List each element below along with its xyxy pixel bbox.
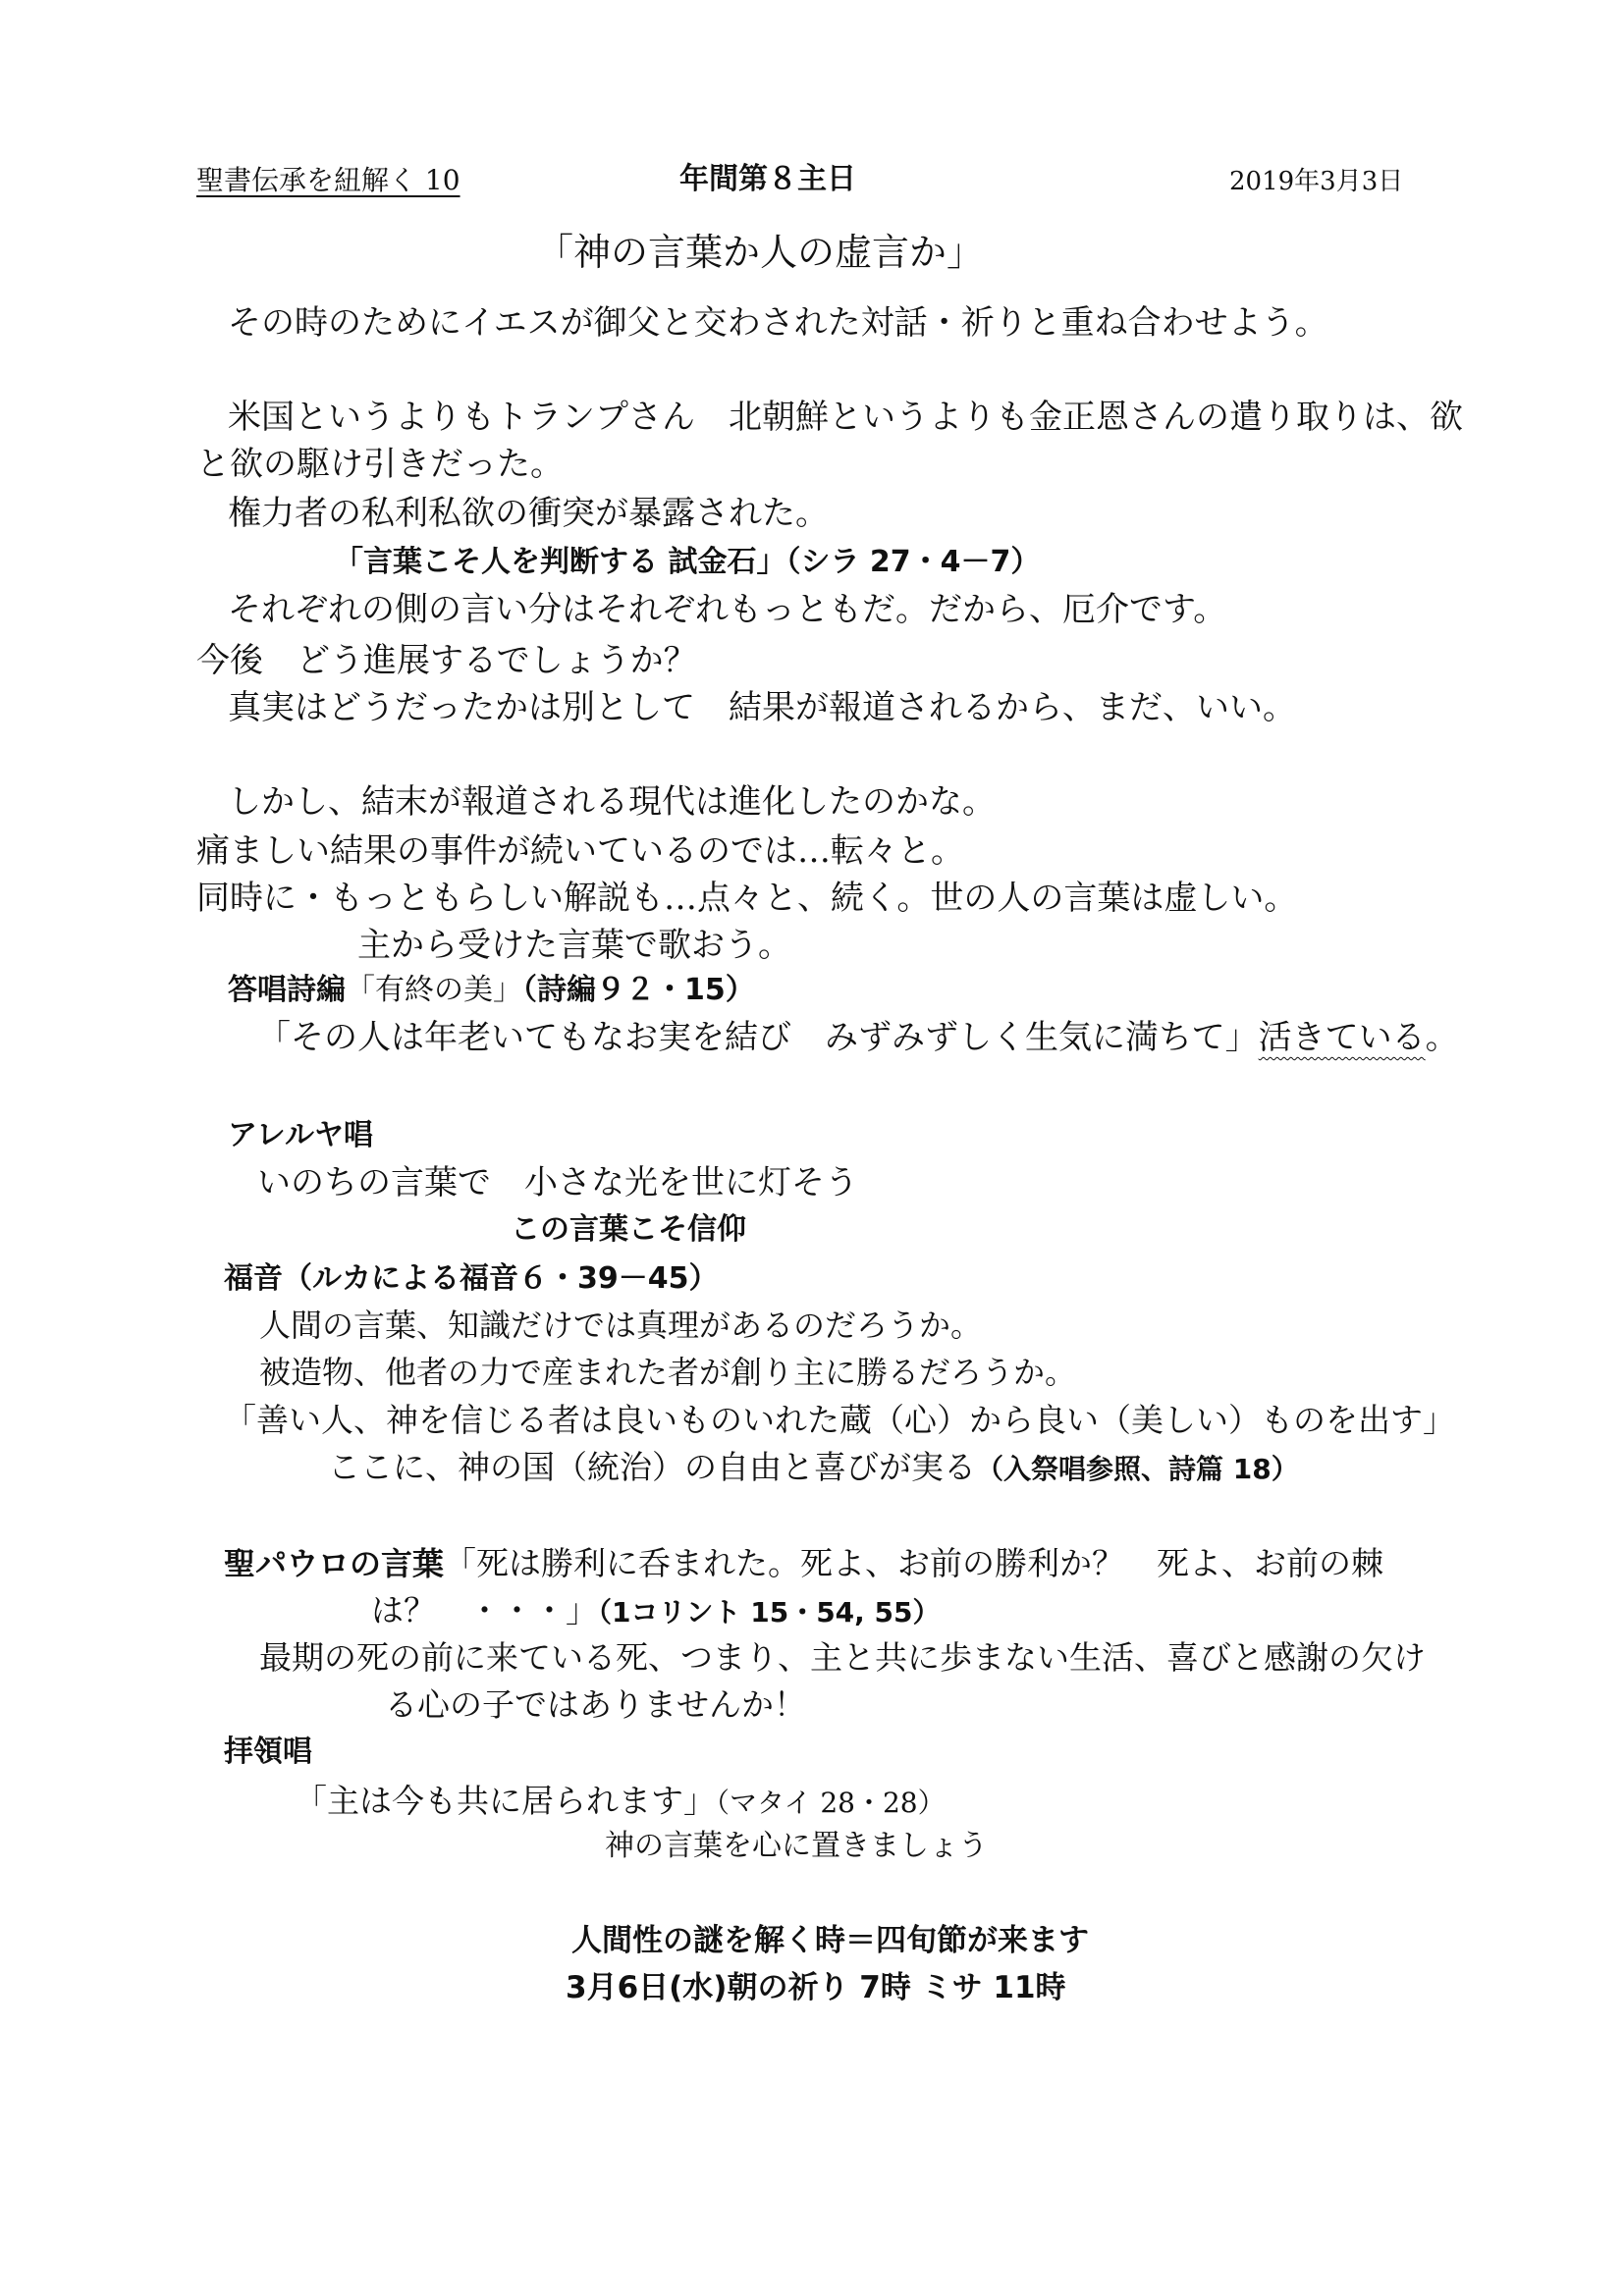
psalm-heading (228, 973, 755, 1007)
communion-quote-line (295, 1782, 946, 1820)
paul-line-3: 最期の死の前に来ている死、つまり、主と共に歩まない生活、喜びと感謝の欠け (259, 1638, 1426, 1677)
psalm-quote-line (257, 1018, 1459, 1057)
paul-line-1-text: 「死は勝利に呑まれた。死よ、お前の勝利か？ 死よ、お前の棘 (444, 1544, 1384, 1582)
p2-line-2: 今後 どう進展するでしょうか？ (196, 641, 697, 680)
p3-line-4: 主から受けた言葉で歌おう。 (357, 926, 791, 965)
gospel-line-4 (328, 1448, 1299, 1486)
series-title: 聖書伝承を紐解く 10 (196, 164, 460, 196)
announcement-line-1: 人間性の謎を解く時＝四旬節が来ます (571, 1923, 1089, 1958)
p1-line-2: と欲の駆け引きだった。 (196, 445, 564, 484)
alleluia-line: いのちの言葉で 小さな光を世に灯そう (257, 1163, 858, 1202)
paul-line-2 (371, 1591, 941, 1629)
p1-line-1: 米国というよりもトランプさん 北朝鮮というよりも金正恩さんの遣り取りは、欲 (228, 398, 1463, 437)
liturgical-sunday: 年間第８主日 (679, 162, 856, 196)
psalm-quote: 「その人は年老いてもなお実を結び みずみずしく生気に満ちて」 (257, 1018, 1259, 1057)
gospel-ref: （ルカによる福音６・39－45） (283, 1261, 719, 1296)
psalm-name: 「有終の美」 (346, 973, 522, 1007)
paul-line-2-text: は？ ・・・」 (371, 1591, 598, 1629)
paul-line-2-ref: （1コリント 15・54, 55） (598, 1596, 941, 1629)
communion-line: 神の言葉を心に置きましょう (605, 1829, 988, 1863)
alleluia-faith: この言葉こそ信仰 (511, 1212, 746, 1247)
date: 2019年3月3日 (1229, 167, 1404, 196)
gospel-label: 福音 (224, 1261, 283, 1296)
first-reading-ref: （シラ 27・4－7） (785, 545, 1041, 579)
p1-line-3: 権力者の私利私欲の衝突が暴露された。 (228, 494, 829, 533)
p2-line-1: それぞれの側の言い分はそれぞれもっともだ。だから、厄介です。 (228, 590, 1227, 629)
paul-line-1 (224, 1544, 1384, 1582)
page-title: 「神の言葉か人の虚言か」 (536, 231, 985, 274)
gospel-line-1: 人間の言葉、知識だけでは真理があるのだろうか。 (259, 1307, 983, 1344)
first-reading (334, 545, 1041, 579)
paul-label: 聖パウロの言葉 (224, 1545, 445, 1582)
psalm-ref: （詩編９２・15） (522, 973, 755, 1007)
gospel-line-4-text: ここに、神の国（統治）の自由と喜びが実る (328, 1448, 976, 1486)
communion-quote: 「主は今も共に居られます」 (295, 1782, 716, 1820)
alleluia-label: アレルヤ唱 (228, 1118, 374, 1152)
first-reading-quote: 「言葉こそ人を判断する 試金石」 (334, 545, 786, 579)
p3-line-2: 痛ましい結果の事件が続いているのでは…転々と。 (196, 831, 964, 871)
p3-line-3: 同時に・もっともらしい解説も…点々と、続く。世の人の言葉は虚しい。 (196, 879, 1298, 918)
psalm-end: 。 (1425, 1018, 1459, 1057)
gospel-line-3: 「善い人、神を信じる者は良いものいれた蔵（心）から良い（美しい）ものを出す」 (224, 1401, 1455, 1439)
gospel-heading (224, 1261, 719, 1296)
intro-line: その時のためにイエスが御父と交わされた対話・祈りと重ね合わせよう。 (228, 303, 1328, 343)
announcement-line-2: 3月6日(水)朝の祈り 7時 ミサ 11時 (566, 1970, 1066, 2005)
communion-label: 拝領唱 (224, 1735, 312, 1769)
p3-line-1: しかし、結末が報道される現代は進化したのかな。 (228, 782, 996, 822)
p2-line-3: 真実はどうだったかは別として 結果が報道されるから、まだ、いい。 (228, 688, 1296, 727)
psalm-tail: 活きている (1258, 1018, 1426, 1057)
psalm-label: 答唱詩編 (228, 973, 346, 1007)
communion-ref: （マタイ 28・28） (716, 1787, 946, 1819)
gospel-line-4-ref: （入祭唱参照、詩篇 18） (976, 1453, 1299, 1485)
gospel-line-2: 被造物、他者の力で産まれた者が創り主に勝るだろうか。 (259, 1354, 1077, 1391)
paul-line-4: る心の子ではありませんか！ (385, 1685, 806, 1724)
